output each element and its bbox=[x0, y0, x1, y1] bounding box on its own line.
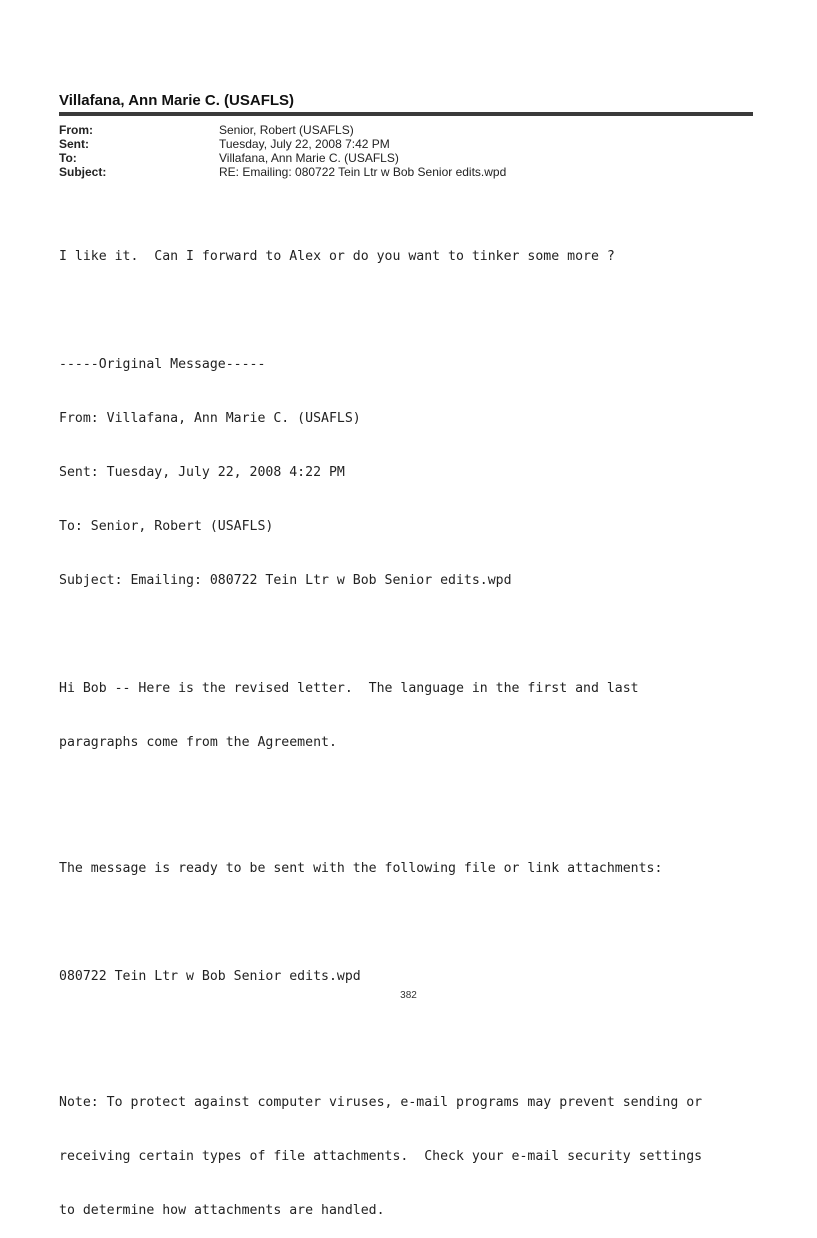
reply-text: I like it. Can I forward to Alex or do you want to tinker some more ? bbox=[59, 249, 615, 264]
note-line: Note: To protect against computer viruses, e-mail programs may prevent sending or bbox=[59, 1095, 703, 1110]
original-sent: Sent: Tuesday, July 22, 2008 4:22 PM bbox=[59, 465, 345, 480]
to-value: Villafana, Ann Marie C. (USAFLS) bbox=[219, 151, 399, 165]
sent-value: Tuesday, July 22, 2008 7:42 PM bbox=[219, 137, 390, 151]
note-line: receiving certain types of file attachments. Check your e-mail security settings bbox=[59, 1149, 703, 1164]
sent-label: Sent: bbox=[59, 137, 89, 151]
from-row bbox=[59, 123, 506, 137]
from-label: From: bbox=[59, 123, 93, 137]
message-line: Hi Bob -- Here is the revised letter. The language in the first and last bbox=[59, 681, 639, 696]
original-to: To: Senior, Robert (USAFLS) bbox=[59, 519, 274, 534]
subject-label: Subject: bbox=[59, 165, 107, 179]
original-from: From: Villafana, Ann Marie C. (USAFLS) bbox=[59, 411, 361, 426]
to-row bbox=[59, 151, 506, 165]
subject-value: RE: Emailing: 080722 Tein Ltr w Bob Senior edits.wpd bbox=[219, 165, 507, 179]
email-body bbox=[59, 212, 702, 1238]
header-divider bbox=[59, 112, 753, 116]
message-line: paragraphs come from the Agreement. bbox=[59, 735, 337, 750]
attachment-name: 080722 Tein Ltr w Bob Senior edits.wpd bbox=[59, 969, 361, 984]
subject-row bbox=[59, 165, 506, 179]
mailbox-owner-name: Villafana, Ann Marie C. (USAFLS) bbox=[59, 92, 295, 109]
to-label: To: bbox=[59, 151, 77, 165]
ready-line: The message is ready to be sent with the following file or link attachments: bbox=[59, 861, 663, 876]
note-line: to determine how attachments are handled. bbox=[59, 1203, 385, 1218]
original-message-marker: -----Original Message----- bbox=[59, 357, 266, 372]
sent-row bbox=[59, 137, 506, 151]
page-number: 382 bbox=[400, 990, 417, 1001]
original-subject: Subject: Emailing: 080722 Tein Ltr w Bob Senior edits.wpd bbox=[59, 573, 512, 588]
email-header bbox=[59, 123, 506, 179]
from-value: Senior, Robert (USAFLS) bbox=[219, 123, 354, 137]
